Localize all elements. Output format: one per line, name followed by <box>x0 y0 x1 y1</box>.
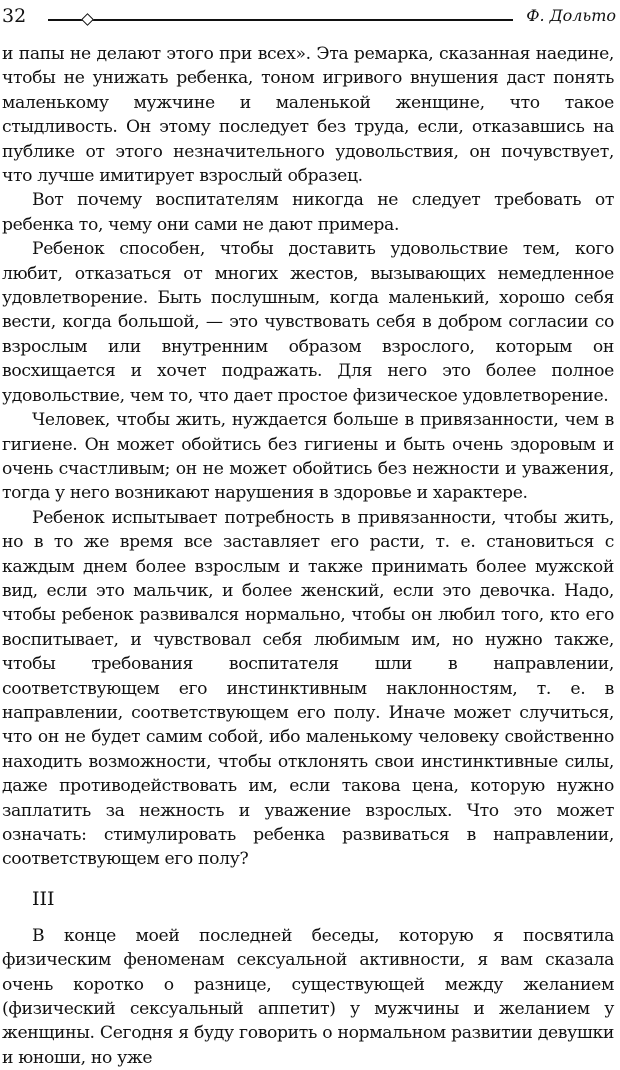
diamond-ornament-icon <box>81 13 94 26</box>
section-heading: III <box>32 887 55 910</box>
body-text <box>2 42 614 1070</box>
paragraph: Ребенок испытывает потребность в привязанности, чтобы жить, но в то же время все заставляет его расти, т. е. становиться с каждым днем более взрослым и также принимать более мужской вид, если это мальчик, и более женский, если это девочка. Надо, чтобы ребенок развивался нормально, чтобы он любил того, кто его воспитывает, и чувствовал себя любимым им, но нужно также, чтобы требования воспитателя шли в направлении, соответствующем его инстинктивным наклонностям, т. е. в направлении, соответствующем его полу. Иначе может случиться, что он не будет самим собой, ибо маленькому человеку свойственно находить возможности, чтобы отклонять свои инстинктивные силы, даже противодействовать им, если такова цена, которую нужно заплатить за нежность и уважение взрослых. Что это может означать: стимулировать ребенка развиваться в направлении, соответствующем его полу? <box>2 507 614 870</box>
paragraph: Ребенок способен, чтобы доставить удовольствие тем, кого любит, отказаться от многих жестов, вызывающих немедленное удовлетворение. Быть послушным, когда маленький, хорошо себя вести, когда большой, — это чувствовать себя в добром согласии со взрослым или внутренним образом взрослого, которым он восхищается и хочет подражать. Для него это более полное удовольствие, чем то, что дает простое физическое удовлетворение. <box>2 239 614 406</box>
running-header <box>0 2 620 32</box>
header-rule <box>48 19 513 21</box>
paragraph-continued: и папы не делают этого при всех». Эта ремарка, сказанная наедине, чтобы не унижать ребенка, тоном игривого внушения даст понять маленькому мужчине и маленькой женщине, что такое стыдливость. Он этому последует без труда, если, отказавшись на публике от этого незначительного удовольствия, он почувствует, что лучше имитирует взрослый образец. <box>2 44 614 187</box>
paragraph: Человек, чтобы жить, нуждается больше в привязанности, чем в гигиене. Он может обойтись без гигиены и быть очень здоровым и очень счастливым; он не может обойтись без нежности и уважения, тогда у него возникают нарушения в здоровье и характере. <box>2 410 614 504</box>
section-paragraph: В конце моей последней беседы, которую я посвятила физическим феноменам сексуальной активности, я вам сказала очень коротко о разнице, существующей между желанием (физический сексуальный аппетит) у мужчины и желанием у женщины. Сегодня я буду говорить о нормальном развитии девушки и юноши, но уже <box>2 925 614 1068</box>
paragraph: Вот почему воспитателям никогда не следует требовать от ребенка то, чему они сами не дают примера. <box>2 190 614 235</box>
running-header-author: Ф. Дольто <box>526 6 616 25</box>
page-number: 32 <box>2 5 27 27</box>
